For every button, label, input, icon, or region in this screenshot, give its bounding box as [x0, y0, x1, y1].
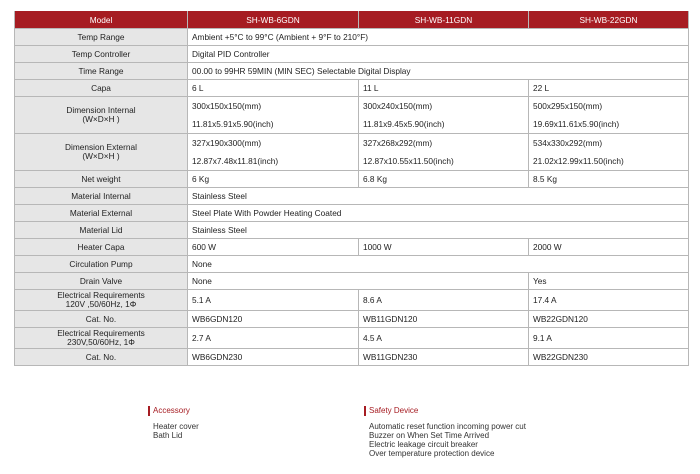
dimension-external-11gdn — [359, 134, 529, 171]
dimension-external-11gdn-inch: 12.87x10.55x11.50(inch) — [363, 156, 454, 166]
table-row — [15, 188, 689, 205]
net-weight-6gdn: 6 Kg — [188, 171, 359, 188]
table-row — [15, 290, 689, 311]
drain-valve-22gdn: Yes — [529, 273, 689, 290]
safety-device-section — [364, 406, 526, 458]
net-weight-22gdn: 8.5 Kg — [529, 171, 689, 188]
safety-device-item: Automatic reset function incoming power cut — [369, 422, 526, 431]
dimension-external-sublabel: (W×D×H ) — [82, 151, 120, 161]
row-label-time-range: Time Range — [15, 63, 188, 80]
table-row — [15, 256, 689, 273]
table-row — [15, 29, 689, 46]
circulation-pump-value: None — [188, 256, 689, 273]
cat-no-230-11gdn: WB11GDN230 — [359, 349, 529, 366]
table-row — [15, 239, 689, 256]
table-row — [15, 46, 689, 63]
electrical-120v-label: Electrical Requirements — [57, 290, 145, 300]
safety-device-item: Over temperature protection device — [369, 449, 495, 458]
material-lid-value: Stainless Steel — [188, 222, 689, 239]
spec-table — [14, 11, 689, 366]
row-label-cat-no-230: Cat. No. — [15, 349, 188, 366]
row-label-dimension-external — [15, 134, 188, 171]
table-row — [15, 63, 689, 80]
electrical-230v-sublabel: 230V,50/60Hz, 1Φ — [67, 337, 135, 347]
dimension-internal-label: Dimension Internal — [66, 105, 136, 115]
dimension-external-label: Dimension External — [65, 142, 137, 152]
cat-no-120-11gdn: WB11GDN120 — [359, 311, 529, 328]
table-row — [15, 349, 689, 366]
cat-no-230-6gdn: WB6GDN230 — [188, 349, 359, 366]
material-external-value: Steel Plate With Powder Heating Coated — [188, 205, 689, 222]
row-label-net-weight: Net weight — [15, 171, 188, 188]
temp-controller-value: Digital PID Controller — [188, 46, 689, 63]
dimension-internal-11gdn — [359, 97, 529, 134]
temp-range-value: Ambient +5°C to 99°C (Ambient + 9°F to 210°F) — [188, 29, 689, 46]
header-model-22gdn: SH-WB-22GDN — [529, 11, 689, 29]
electrical-120v-6gdn: 5.1 A — [188, 290, 359, 311]
dimension-external-6gdn-inch: 12.87x7.48x11.81(inch) — [192, 156, 279, 166]
table-row — [15, 328, 689, 349]
dimension-internal-22gdn — [529, 97, 689, 134]
row-label-capa: Capa — [15, 80, 188, 97]
heater-capa-22gdn: 2000 W — [529, 239, 689, 256]
row-label-drain-valve: Drain Valve — [15, 273, 188, 290]
dimension-external-11gdn-mm: 327x268x292(mm) — [363, 138, 433, 148]
table-header-row — [15, 11, 689, 29]
table-row — [15, 80, 689, 97]
capa-22gdn: 22 L — [529, 80, 689, 97]
row-label-circulation-pump: Circulation Pump — [15, 256, 188, 273]
safety-device-item: Electric leakage circuit breaker — [369, 440, 478, 449]
table-row — [15, 171, 689, 188]
table-row — [15, 134, 689, 171]
electrical-230v-22gdn: 9.1 A — [529, 328, 689, 349]
cat-no-120-6gdn: WB6GDN120 — [188, 311, 359, 328]
time-range-value: 00.00 to 99HR 59MIN (MIN SEC) Selectable Digital Display — [188, 63, 689, 80]
dimension-internal-6gdn — [188, 97, 359, 134]
dimension-internal-22gdn-mm: 500x295x150(mm) — [533, 101, 603, 111]
dimension-external-22gdn-inch: 21.02x12.99x11.50(inch) — [533, 156, 624, 166]
header-model-11gdn: SH-WB-11GDN — [359, 11, 529, 29]
dimension-internal-6gdn-inch: 11.81x5.91x5.90(inch) — [192, 119, 274, 129]
row-label-cat-no-120: Cat. No. — [15, 311, 188, 328]
capa-6gdn: 6 L — [188, 80, 359, 97]
accessory-heading: Accessory — [148, 406, 199, 416]
cat-no-230-22gdn: WB22GDN230 — [529, 349, 689, 366]
heater-capa-6gdn: 600 W — [188, 239, 359, 256]
electrical-230v-label: Electrical Requirements — [57, 328, 145, 338]
row-label-temp-controller: Temp Controller — [15, 46, 188, 63]
dimension-external-22gdn — [529, 134, 689, 171]
dimension-internal-11gdn-mm: 300x240x150(mm) — [363, 101, 433, 111]
row-label-material-internal: Material Internal — [15, 188, 188, 205]
dimension-internal-sublabel: (W×D×H ) — [82, 114, 120, 124]
cat-no-120-22gdn: WB22GDN120 — [529, 311, 689, 328]
electrical-120v-11gdn: 8.6 A — [359, 290, 529, 311]
safety-device-heading: Safety Device — [364, 406, 526, 416]
dimension-external-6gdn-mm: 327x190x300(mm) — [192, 138, 262, 148]
row-label-material-external: Material External — [15, 205, 188, 222]
dimension-external-6gdn — [188, 134, 359, 171]
dimension-internal-6gdn-mm: 300x150x150(mm) — [192, 101, 262, 111]
heater-capa-11gdn: 1000 W — [359, 239, 529, 256]
row-label-temp-range: Temp Range — [15, 29, 188, 46]
table-row — [15, 205, 689, 222]
material-internal-value: Stainless Steel — [188, 188, 689, 205]
dimension-external-22gdn-mm: 534x330x292(mm) — [533, 138, 603, 148]
electrical-230v-6gdn: 2.7 A — [188, 328, 359, 349]
row-label-electrical-230v — [15, 328, 188, 349]
accessory-section — [148, 406, 199, 440]
header-model-6gdn: SH-WB-6GDN — [188, 11, 359, 29]
table-row — [15, 222, 689, 239]
electrical-120v-sublabel: 120V ,50/60Hz, 1Φ — [65, 299, 137, 309]
table-row — [15, 273, 689, 290]
capa-11gdn: 11 L — [359, 80, 529, 97]
net-weight-11gdn: 6.8 Kg — [359, 171, 529, 188]
safety-device-item: Buzzer on When Set Time Arrived — [369, 431, 490, 440]
drain-valve-6gdn-11gdn: None — [188, 273, 529, 290]
dimension-internal-11gdn-inch: 11.81x9.45x5.90(inch) — [363, 119, 445, 129]
electrical-230v-11gdn: 4.5 A — [359, 328, 529, 349]
accessory-item: Bath Lid — [153, 431, 183, 440]
table-row — [15, 311, 689, 328]
dimension-internal-22gdn-inch: 19.69x11.61x5.90(inch) — [533, 119, 620, 129]
accessory-item: Heater cover — [153, 422, 199, 431]
row-label-material-lid: Material Lid — [15, 222, 188, 239]
header-model: Model — [15, 11, 188, 29]
table-row — [15, 97, 689, 134]
row-label-electrical-120v — [15, 290, 188, 311]
row-label-heater-capa: Heater Capa — [15, 239, 188, 256]
electrical-120v-22gdn: 17.4 A — [529, 290, 689, 311]
row-label-dimension-internal — [15, 97, 188, 134]
